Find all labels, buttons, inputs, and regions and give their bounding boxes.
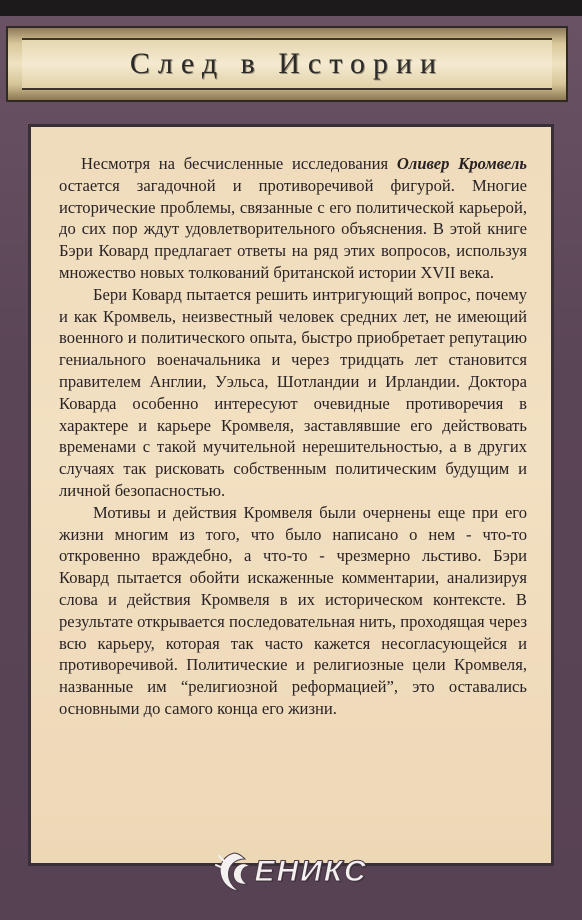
paragraph-1-lead: Несмотря на бесчисленные исследования <box>81 154 397 173</box>
series-banner-inner <box>22 38 552 90</box>
publisher-logo-text: ЕНИКС <box>254 855 368 888</box>
series-title: След в Истории <box>129 47 445 80</box>
publisher-logo <box>0 842 582 902</box>
phoenix-icon <box>215 850 253 894</box>
paragraph-1-rest: остается загадочной и противоречивой фигурой. Многие исторические проблемы, связанные с его политической карьерой, до сих пор ждут удовлетворительного объяснения. В этой книге Бэри Ковард предлагает ответы на ряд этих вопросов, используя множество новых толкований британской истории XVII века. <box>59 175 527 282</box>
publisher-logo-group <box>215 850 368 894</box>
annotation-panel <box>28 124 554 866</box>
subject-name: Оливер Кромвель <box>396 154 527 173</box>
paragraph-2: Бери Ковард пытается решить интригующий вопрос, почему и как Кромвель, неизвестный человек средних лет, не имеющий военного и политического опыта, быстро приобретает репутацию гениального военачальника и через тридцать лет становится правителем Англии, Уэльса, Шотландии и Ирландии. Доктора Коварда особенно интересуют очевидные противоречия в характере и карьере Кромвеля, заставлявшие его действовать временами с такой мучительной нерешительностью, а в других случаях так рисковать собственным политическим будущим и личной безопасностью. <box>59 284 527 500</box>
paragraph-1 <box>59 153 527 284</box>
top-stripe <box>0 0 582 16</box>
paragraph-3: Мотивы и действия Кромвеля были очернены еще при его жизни многим из того, что было написано о нем - что-то откровенно враждебно, а что-то - чрезмерно льстиво. Бэри Ковард пытается обойти искаженные комментарии, анализируя слова и действия Кромвеля в их историческом контексте. В результате открывается последовательная нить, проходящая через всю карьеру, которая так часто кажется несогласующейся и противоречивой. Политические и религиозные цели Кромвеля, названные им “религиозной реформацией”, это оставались основными до самого конца его жизни. <box>59 502 527 718</box>
series-banner <box>6 26 568 102</box>
